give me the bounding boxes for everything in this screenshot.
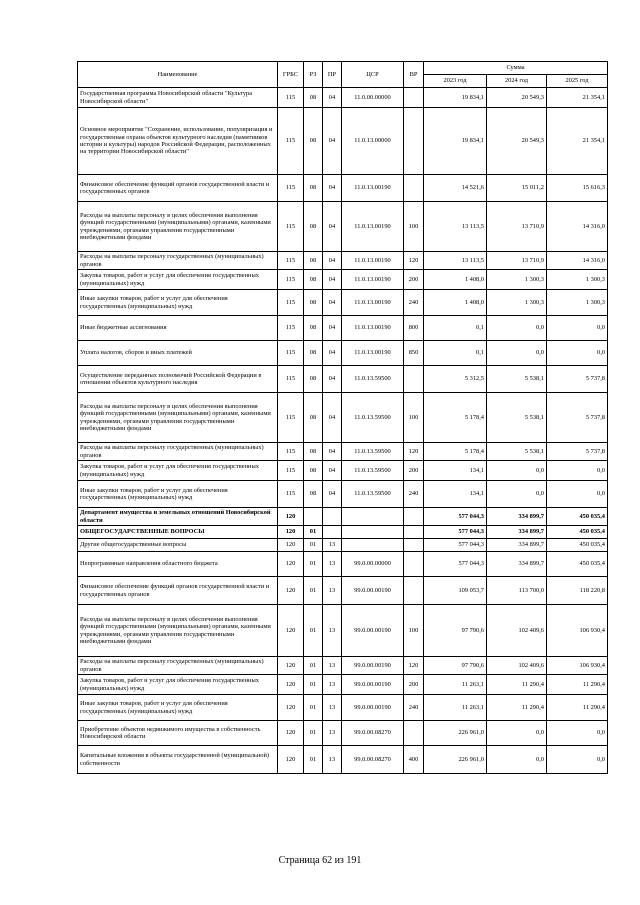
row-name: Закупка товаров, работ и услуг для обеспечения государственных (муниципальных) нужд bbox=[78, 675, 278, 695]
row-sum-2024: 334 899,7 bbox=[487, 526, 547, 539]
row-name: Расходы на выплаты персоналу в целях обеспечения выполнения функций государственными (муниципальными) органами, казенными учреждениями, органами управления государственными внебюджетными фондами bbox=[78, 393, 278, 443]
row-sum-2025: 0,0 bbox=[547, 461, 608, 481]
table-row bbox=[78, 481, 608, 508]
row-csr: 11.0.13.00190 bbox=[342, 175, 404, 202]
row-sum-2025: 21 354,1 bbox=[547, 108, 608, 175]
row-sum-2024: 1 300,3 bbox=[487, 290, 547, 316]
table-row bbox=[78, 461, 608, 481]
table-row bbox=[78, 552, 608, 577]
header-year-2024: 2024 год bbox=[487, 75, 547, 88]
row-grbs: 115 bbox=[278, 270, 304, 290]
row-sum-2023: 14 521,6 bbox=[424, 175, 487, 202]
row-pr: 13 bbox=[323, 552, 342, 577]
row-sum-2023: 577 044,3 bbox=[424, 552, 487, 577]
row-sum-2024: 0,0 bbox=[487, 316, 547, 341]
row-sum-2024: 0,0 bbox=[487, 341, 547, 366]
row-sum-2025: 1 300,3 bbox=[547, 270, 608, 290]
row-sum-2023: 19 834,1 bbox=[424, 108, 487, 175]
row-sum-2024: 20 549,3 bbox=[487, 108, 547, 175]
row-csr: 99.0.00.00190 bbox=[342, 657, 404, 675]
row-sum-2023: 5 312,5 bbox=[424, 366, 487, 393]
row-pr: 13 bbox=[323, 746, 342, 774]
row-grbs: 120 bbox=[278, 508, 304, 526]
row-vr bbox=[404, 175, 424, 202]
row-rz: 08 bbox=[304, 393, 323, 443]
row-name: Приобретение объектов недвижимого имущества в собственность Новосибирской области bbox=[78, 721, 278, 746]
row-pr: 13 bbox=[323, 675, 342, 695]
row-grbs: 120 bbox=[278, 657, 304, 675]
table-row bbox=[78, 341, 608, 366]
row-sum-2025: 14 316,0 bbox=[547, 252, 608, 270]
row-sum-2024: 334 899,7 bbox=[487, 508, 547, 526]
row-sum-2024: 0,0 bbox=[487, 461, 547, 481]
row-vr: 800 bbox=[404, 316, 424, 341]
header-sum: Сумма bbox=[424, 62, 608, 75]
row-grbs: 115 bbox=[278, 202, 304, 252]
table-row bbox=[78, 746, 608, 774]
row-sum-2024: 0,0 bbox=[487, 721, 547, 746]
row-sum-2023: 11 263,1 bbox=[424, 675, 487, 695]
row-sum-2024: 1 300,3 bbox=[487, 270, 547, 290]
row-sum-2023: 134,1 bbox=[424, 461, 487, 481]
row-grbs: 120 bbox=[278, 695, 304, 721]
row-grbs: 120 bbox=[278, 526, 304, 539]
row-grbs: 115 bbox=[278, 443, 304, 461]
header-year-2025: 2025 год bbox=[547, 75, 608, 88]
row-name: ОБЩЕГОСУДАРСТВЕННЫЕ ВОПРОСЫ bbox=[78, 526, 278, 539]
row-vr: 100 bbox=[404, 202, 424, 252]
row-sum-2025: 15 616,3 bbox=[547, 175, 608, 202]
row-name: Капитальные вложения в объекты государственной (муниципальной) собственности bbox=[78, 746, 278, 774]
row-grbs: 120 bbox=[278, 577, 304, 605]
row-rz: 08 bbox=[304, 481, 323, 508]
row-grbs: 115 bbox=[278, 481, 304, 508]
row-rz: 08 bbox=[304, 175, 323, 202]
table-row bbox=[78, 605, 608, 657]
row-pr: 04 bbox=[323, 108, 342, 175]
row-sum-2025: 450 035,4 bbox=[547, 552, 608, 577]
table-row bbox=[78, 252, 608, 270]
row-name: Расходы на выплаты персоналу государственных (муниципальных) органов bbox=[78, 443, 278, 461]
page-number: Страница 62 из 191 bbox=[278, 855, 362, 866]
row-sum-2025: 5 737,8 bbox=[547, 393, 608, 443]
budget-table bbox=[77, 61, 608, 774]
row-sum-2024: 13 710,9 bbox=[487, 252, 547, 270]
row-pr: 04 bbox=[323, 290, 342, 316]
row-pr: 13 bbox=[323, 695, 342, 721]
row-grbs: 115 bbox=[278, 290, 304, 316]
row-grbs: 115 bbox=[278, 461, 304, 481]
row-name: Иные закупки товаров, работ и услуг для обеспечения государственных (муниципальных) нужд bbox=[78, 290, 278, 316]
row-sum-2025: 450 035,4 bbox=[547, 539, 608, 552]
row-vr: 200 bbox=[404, 270, 424, 290]
row-rz: 01 bbox=[304, 675, 323, 695]
row-sum-2024: 5 538,1 bbox=[487, 393, 547, 443]
table-row bbox=[78, 316, 608, 341]
row-sum-2024: 113 700,0 bbox=[487, 577, 547, 605]
row-grbs: 115 bbox=[278, 108, 304, 175]
row-csr: 11.0.13.00000 bbox=[342, 108, 404, 175]
row-csr: 99.0.00.00190 bbox=[342, 577, 404, 605]
row-vr bbox=[404, 721, 424, 746]
row-grbs: 115 bbox=[278, 316, 304, 341]
row-csr: 11.0.13.00190 bbox=[342, 341, 404, 366]
row-rz: 08 bbox=[304, 461, 323, 481]
row-rz: 01 bbox=[304, 746, 323, 774]
row-pr: 04 bbox=[323, 341, 342, 366]
row-csr bbox=[342, 508, 404, 526]
row-pr: 13 bbox=[323, 657, 342, 675]
row-rz: 08 bbox=[304, 290, 323, 316]
row-vr: 100 bbox=[404, 605, 424, 657]
row-sum-2025: 14 316,0 bbox=[547, 202, 608, 252]
row-rz: 01 bbox=[304, 526, 323, 539]
row-sum-2023: 13 113,5 bbox=[424, 202, 487, 252]
row-sum-2024: 5 538,1 bbox=[487, 443, 547, 461]
row-name: Уплата налогов, сборов и иных платежей bbox=[78, 341, 278, 366]
row-name: Основное мероприятие "Сохранение, использование, популяризация и государственная охрана объектов культурного наследия (памятников истории и культуры) народов Российской Федерации, расположенных на территории Новосибирской области" bbox=[78, 108, 278, 175]
row-sum-2023: 13 113,5 bbox=[424, 252, 487, 270]
row-grbs: 115 bbox=[278, 88, 304, 108]
row-sum-2023: 11 263,1 bbox=[424, 695, 487, 721]
row-rz: 08 bbox=[304, 108, 323, 175]
table-row bbox=[78, 270, 608, 290]
row-csr: 99.0.00.08270 bbox=[342, 746, 404, 774]
row-sum-2023: 109 053,7 bbox=[424, 577, 487, 605]
row-sum-2023: 0,1 bbox=[424, 316, 487, 341]
row-vr bbox=[404, 108, 424, 175]
header-csr: ЦСР bbox=[342, 62, 404, 88]
row-sum-2023: 97 790,6 bbox=[424, 605, 487, 657]
row-sum-2024: 0,0 bbox=[487, 481, 547, 508]
row-vr: 400 bbox=[404, 746, 424, 774]
row-pr: 04 bbox=[323, 175, 342, 202]
row-rz: 01 bbox=[304, 657, 323, 675]
row-name: Другие общегосударственные вопросы bbox=[78, 539, 278, 552]
row-vr: 200 bbox=[404, 461, 424, 481]
row-rz: 08 bbox=[304, 341, 323, 366]
table-row bbox=[78, 721, 608, 746]
row-sum-2024: 5 538,1 bbox=[487, 366, 547, 393]
row-sum-2023: 577 044,3 bbox=[424, 539, 487, 552]
row-rz: 08 bbox=[304, 270, 323, 290]
row-sum-2025: 106 930,4 bbox=[547, 657, 608, 675]
row-name: Департамент имущества и земельных отношений Новосибирской области bbox=[78, 508, 278, 526]
row-csr: 11.0.13.59500 bbox=[342, 393, 404, 443]
row-grbs: 120 bbox=[278, 552, 304, 577]
row-grbs: 115 bbox=[278, 175, 304, 202]
row-name: Расходы на выплаты персоналу государственных (муниципальных) органов bbox=[78, 252, 278, 270]
row-grbs: 120 bbox=[278, 746, 304, 774]
row-csr bbox=[342, 539, 404, 552]
row-name: Государственная программа Новосибирской области "Культура Новосибирской области" bbox=[78, 88, 278, 108]
row-sum-2024: 102 409,6 bbox=[487, 605, 547, 657]
header-rz: РЗ bbox=[304, 62, 323, 88]
table-row bbox=[78, 695, 608, 721]
row-vr bbox=[404, 577, 424, 605]
row-pr: 13 bbox=[323, 577, 342, 605]
row-name: Закупка товаров, работ и услуг для обеспечения государственных (муниципальных) нужд bbox=[78, 461, 278, 481]
row-sum-2025: 0,0 bbox=[547, 316, 608, 341]
row-sum-2025: 0,0 bbox=[547, 721, 608, 746]
row-sum-2025: 5 737,8 bbox=[547, 443, 608, 461]
row-vr: 120 bbox=[404, 252, 424, 270]
row-rz: 01 bbox=[304, 605, 323, 657]
row-vr: 240 bbox=[404, 290, 424, 316]
row-name: Непрограммные направления областного бюджета bbox=[78, 552, 278, 577]
row-sum-2025: 21 354,1 bbox=[547, 88, 608, 108]
row-vr: 240 bbox=[404, 481, 424, 508]
row-csr: 99.0.00.00190 bbox=[342, 605, 404, 657]
row-csr: 11.0.13.59500 bbox=[342, 443, 404, 461]
table-row bbox=[78, 539, 608, 552]
row-sum-2023: 134,1 bbox=[424, 481, 487, 508]
row-pr: 04 bbox=[323, 461, 342, 481]
row-name: Расходы на выплаты персоналу в целях обеспечения выполнения функций государственными (муниципальными) органами, казенными учреждениями, органами управления государственными внебюджетными фондами bbox=[78, 605, 278, 657]
row-sum-2023: 0,1 bbox=[424, 341, 487, 366]
row-name: Иные бюджетные ассигнования bbox=[78, 316, 278, 341]
row-name: Финансовое обеспечение функций органов государственной власти и государственных органов bbox=[78, 577, 278, 605]
table-row bbox=[78, 657, 608, 675]
row-rz: 08 bbox=[304, 366, 323, 393]
row-rz: 08 bbox=[304, 252, 323, 270]
row-rz: 08 bbox=[304, 202, 323, 252]
table-row bbox=[78, 366, 608, 393]
table-row bbox=[78, 88, 608, 108]
row-pr: 04 bbox=[323, 393, 342, 443]
row-sum-2025: 1 300,3 bbox=[547, 290, 608, 316]
row-sum-2025: 11 290,4 bbox=[547, 675, 608, 695]
row-pr bbox=[323, 526, 342, 539]
row-vr: 100 bbox=[404, 393, 424, 443]
row-name: Расходы на выплаты персоналу государственных (муниципальных) органов bbox=[78, 657, 278, 675]
row-vr bbox=[404, 88, 424, 108]
row-sum-2023: 5 178,4 bbox=[424, 443, 487, 461]
row-sum-2023: 5 178,4 bbox=[424, 393, 487, 443]
row-name: Иные закупки товаров, работ и услуг для обеспечения государственных (муниципальных) нужд bbox=[78, 695, 278, 721]
row-vr bbox=[404, 539, 424, 552]
row-csr: 99.0.00.00000 bbox=[342, 552, 404, 577]
row-sum-2024: 11 290,4 bbox=[487, 695, 547, 721]
row-sum-2025: 118 220,8 bbox=[547, 577, 608, 605]
row-rz: 01 bbox=[304, 539, 323, 552]
header-row bbox=[78, 62, 608, 75]
row-sum-2023: 1 408,0 bbox=[424, 270, 487, 290]
header-year-2023: 2023 год bbox=[424, 75, 487, 88]
row-pr: 04 bbox=[323, 316, 342, 341]
table-row bbox=[78, 290, 608, 316]
row-sum-2024: 334 899,7 bbox=[487, 552, 547, 577]
row-grbs: 120 bbox=[278, 539, 304, 552]
header-name: Наименование bbox=[78, 62, 278, 88]
table-row bbox=[78, 675, 608, 695]
row-pr: 04 bbox=[323, 252, 342, 270]
row-pr: 13 bbox=[323, 539, 342, 552]
row-rz bbox=[304, 508, 323, 526]
header-vr: ВР bbox=[404, 62, 424, 88]
row-name: Расходы на выплаты персоналу в целях обеспечения выполнения функций государственными (муниципальными) органами, казенными учреждениями, органами управления государственными внебюджетными фондами bbox=[78, 202, 278, 252]
row-csr: 11.0.13.00190 bbox=[342, 290, 404, 316]
row-rz: 08 bbox=[304, 88, 323, 108]
row-grbs: 115 bbox=[278, 366, 304, 393]
table-row bbox=[78, 443, 608, 461]
row-csr: 99.0.00.00190 bbox=[342, 675, 404, 695]
row-csr: 11.0.13.59500 bbox=[342, 461, 404, 481]
row-sum-2025: 450 035,4 bbox=[547, 508, 608, 526]
row-rz: 01 bbox=[304, 577, 323, 605]
row-sum-2025: 106 930,4 bbox=[547, 605, 608, 657]
row-vr bbox=[404, 552, 424, 577]
row-csr: 99.0.00.00190 bbox=[342, 695, 404, 721]
row-name: Закупка товаров, работ и услуг для обеспечения государственных (муниципальных) нужд bbox=[78, 270, 278, 290]
row-sum-2023: 97 790,6 bbox=[424, 657, 487, 675]
row-vr: 120 bbox=[404, 657, 424, 675]
table-row bbox=[78, 108, 608, 175]
row-csr: 11.0.13.00190 bbox=[342, 202, 404, 252]
row-sum-2023: 577 044,3 bbox=[424, 508, 487, 526]
row-pr: 04 bbox=[323, 443, 342, 461]
row-sum-2024: 13 710,9 bbox=[487, 202, 547, 252]
row-rz: 08 bbox=[304, 316, 323, 341]
row-sum-2024: 11 290,4 bbox=[487, 675, 547, 695]
row-pr: 04 bbox=[323, 481, 342, 508]
row-vr: 240 bbox=[404, 695, 424, 721]
row-sum-2023: 577 044,3 bbox=[424, 526, 487, 539]
row-pr: 13 bbox=[323, 605, 342, 657]
row-sum-2024: 102 409,6 bbox=[487, 657, 547, 675]
table-row bbox=[78, 393, 608, 443]
row-rz: 08 bbox=[304, 443, 323, 461]
row-vr bbox=[404, 366, 424, 393]
table-row bbox=[78, 577, 608, 605]
row-vr: 850 bbox=[404, 341, 424, 366]
row-vr: 200 bbox=[404, 675, 424, 695]
row-csr: 11.0.13.00190 bbox=[342, 252, 404, 270]
row-grbs: 120 bbox=[278, 675, 304, 695]
row-csr: 11.0.13.00190 bbox=[342, 316, 404, 341]
row-pr bbox=[323, 508, 342, 526]
row-name: Осуществление переданных полномочий Российской Федерации в отношении объектов культурного наследия bbox=[78, 366, 278, 393]
row-pr: 04 bbox=[323, 270, 342, 290]
row-name: Иные закупки товаров, работ и услуг для обеспечения государственных (муниципальных) нужд bbox=[78, 481, 278, 508]
row-sum-2025: 5 737,8 bbox=[547, 366, 608, 393]
row-grbs: 120 bbox=[278, 721, 304, 746]
table-row bbox=[78, 526, 608, 539]
row-sum-2025: 450 035,4 bbox=[547, 526, 608, 539]
row-grbs: 115 bbox=[278, 252, 304, 270]
row-rz: 01 bbox=[304, 721, 323, 746]
row-sum-2025: 0,0 bbox=[547, 341, 608, 366]
row-csr: 11.0.13.00190 bbox=[342, 270, 404, 290]
row-sum-2024: 20 549,3 bbox=[487, 88, 547, 108]
row-csr: 11.0.00.00000 bbox=[342, 88, 404, 108]
row-csr: 11.0.13.59500 bbox=[342, 481, 404, 508]
row-csr bbox=[342, 526, 404, 539]
row-sum-2024: 0,0 bbox=[487, 746, 547, 774]
row-pr: 04 bbox=[323, 88, 342, 108]
row-csr: 99.0.00.08270 bbox=[342, 721, 404, 746]
row-name: Финансовое обеспечение функций органов государственной власти и государственных органов bbox=[78, 175, 278, 202]
row-sum-2024: 334 899,7 bbox=[487, 539, 547, 552]
row-pr: 13 bbox=[323, 721, 342, 746]
row-sum-2024: 15 011,2 bbox=[487, 175, 547, 202]
row-sum-2023: 226 961,0 bbox=[424, 721, 487, 746]
header-pr: ПР bbox=[323, 62, 342, 88]
row-grbs: 115 bbox=[278, 341, 304, 366]
row-sum-2023: 19 834,1 bbox=[424, 88, 487, 108]
row-vr bbox=[404, 526, 424, 539]
row-sum-2023: 226 961,0 bbox=[424, 746, 487, 774]
table-row bbox=[78, 175, 608, 202]
row-vr: 120 bbox=[404, 443, 424, 461]
header-grbs: ГРБС bbox=[278, 62, 304, 88]
table-row bbox=[78, 508, 608, 526]
table-row bbox=[78, 202, 608, 252]
row-sum-2025: 11 290,4 bbox=[547, 695, 608, 721]
row-grbs: 120 bbox=[278, 605, 304, 657]
row-rz: 01 bbox=[304, 695, 323, 721]
row-sum-2023: 1 408,0 bbox=[424, 290, 487, 316]
row-sum-2025: 0,0 bbox=[547, 481, 608, 508]
row-pr: 04 bbox=[323, 366, 342, 393]
row-sum-2025: 0,0 bbox=[547, 746, 608, 774]
row-rz: 01 bbox=[304, 552, 323, 577]
row-vr bbox=[404, 508, 424, 526]
row-grbs: 115 bbox=[278, 393, 304, 443]
row-pr: 04 bbox=[323, 202, 342, 252]
row-csr: 11.0.13.59500 bbox=[342, 366, 404, 393]
